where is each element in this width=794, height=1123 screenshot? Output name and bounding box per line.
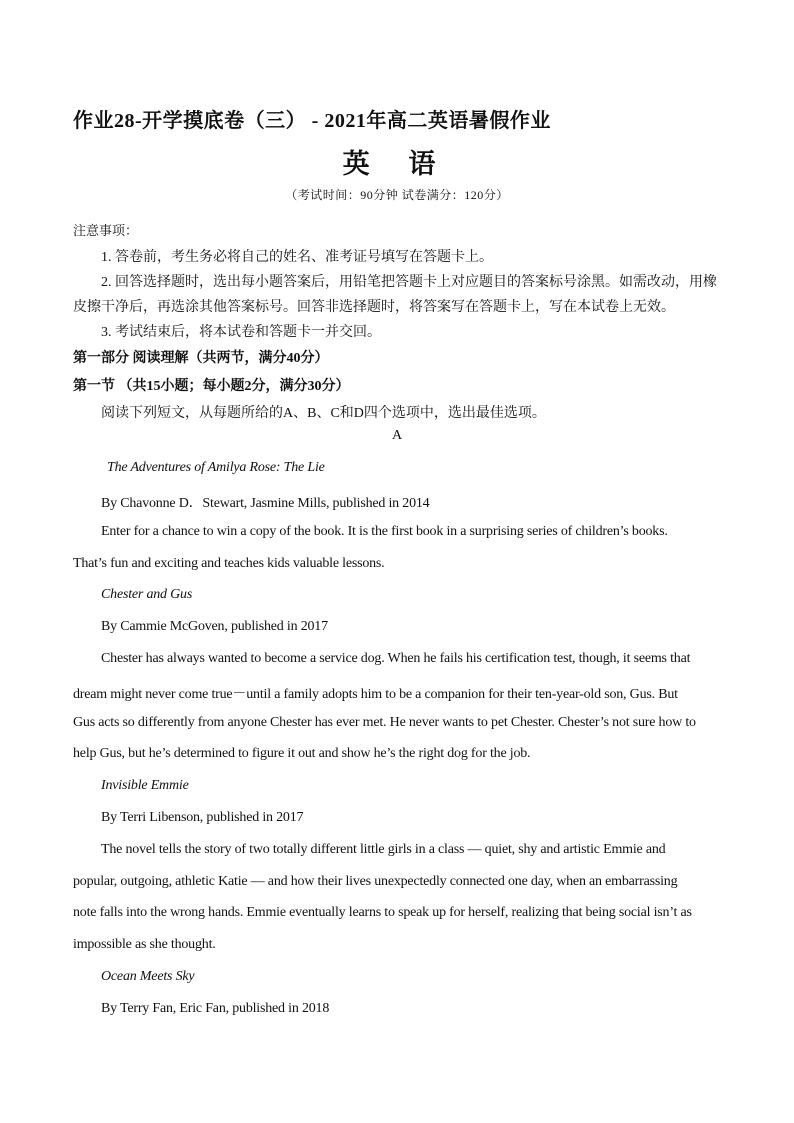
book-desc-3-line-3: note falls into the wrong hands. Emmie eventually learns to speak up for herself, realizing that being social isn’t as (73, 905, 692, 920)
book-title-2: Chester and Gus (101, 587, 193, 602)
reading-instruction: 阅读下列短文，从每题所给的A、B、C和D四个选项中，选出最佳选项。 (101, 406, 546, 421)
book-byline-1: By Chavonne D．Stewart, Jasmine Mills, published in 2014 (101, 496, 430, 511)
passage-label: A (392, 428, 402, 443)
book-desc-2-line-2: dream might never come true－until a family adopts him to be a companion for their ten-year-old son, Gus. But (73, 687, 678, 702)
book-byline-2: By Cammie McGoven, published in 2017 (101, 619, 328, 634)
notes-heading: 注意事项： (73, 223, 139, 238)
subject-heading: 英 语 (342, 149, 452, 179)
book-desc-2-line-3: Gus acts so differently from anyone Chester has ever met. He never wants to pet Chester. Chester’s not sure how to (73, 715, 696, 730)
book-desc-2-line-4: help Gus, but he’s determined to figure it out and show he’s the right dog for the job. (73, 746, 531, 761)
book-desc-1-line-1: Enter for a chance to win a copy of the book. It is the first book in a surprising series of children’s books. (101, 524, 668, 539)
book-desc-1-line-2: That’s fun and exciting and teaches kids valuable lessons. (73, 556, 385, 571)
notes-item-2-line-2: 皮擦干净后，再选涂其他答案标号。回答非选择题时，将答案写在答题卡上，写在本试卷上无效。 (73, 300, 675, 315)
book-desc-3-line-1: The novel tells the story of two totally different little girls in a class — quiet, shy and artistic Emmie and (101, 842, 666, 857)
notes-item-2-line-1: 2. 回答选择题时，选出每小题答案后，用铅笔把答题卡上对应题目的答案标号涂黑。如需改动，用橡 (101, 275, 717, 290)
book-title-1: The Adventures of Amilya Rose: The Lie (107, 460, 325, 475)
book-title-3: Invisible Emmie (101, 778, 189, 793)
book-title-4: Ocean Meets Sky (101, 969, 195, 984)
notes-item-3: 3. 考试结束后，将本试卷和答题卡一并交回。 (101, 325, 381, 340)
book-byline-3: By Terri Libenson, published in 2017 (101, 810, 304, 825)
book-desc-2-line-1: Chester has always wanted to become a service dog. When he fails his certification test, though, it seems that (101, 651, 691, 666)
document-title: 作业28-开学摸底卷（三） - 2021年高二英语暑假作业 (73, 110, 551, 132)
book-desc-3-line-4: impossible as she thought. (73, 937, 216, 952)
book-byline-4: By Terry Fan, Eric Fan, published in 2018 (101, 1001, 330, 1016)
book-desc-3-line-2: popular, outgoing, athletic Katie — and how their lives unexpectedly connected one day, when an embarrassing (73, 874, 678, 889)
notes-item-1: 1. 答卷前，考生务必将自己的姓名、准考证号填写在答题卡上。 (101, 250, 493, 265)
section-one-heading: 第一节 （共15小题；每小题2分，满分30分） (73, 379, 350, 394)
part-one-heading: 第一部分 阅读理解（共两节，满分40分） (73, 351, 329, 366)
exam-info: （考试时间：90分钟 试卷满分：120分） (285, 188, 509, 202)
